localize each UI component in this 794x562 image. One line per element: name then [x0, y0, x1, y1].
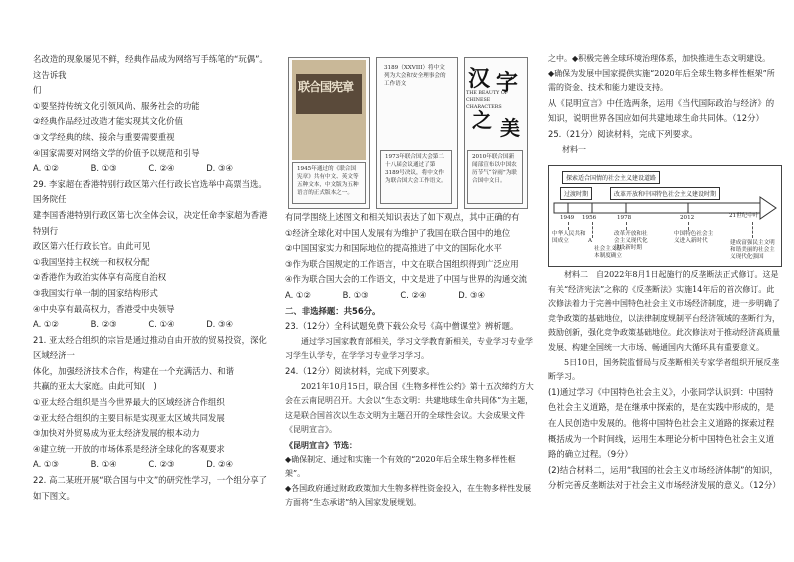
column-right-lower [548, 268, 780, 494]
section-heading: 二、非选择题：共56分。 [285, 305, 381, 316]
option: B. ①③ [342, 289, 369, 300]
text-line: 体化，加强经济技术合作，构建在一个充满活力、和谐 [33, 365, 234, 376]
text-line: ④建立统一开放的市场体系是经济全球化的客观要求 [33, 443, 225, 454]
text-line: ③加快对外贸易成为亚太经济发展的根本动力 [33, 428, 200, 439]
option: D. ③④ [458, 289, 485, 300]
option: B. ①④ [90, 459, 117, 470]
caption-box: 1973年联合国大会第二十八届会议通过了第3189号决议，将中文作为联合国大会工作语文。 [380, 150, 452, 204]
text-line: ②香港作为政治实体享有高度自治权 [33, 272, 167, 283]
timeline-mark: A [588, 238, 593, 244]
timeline-year: 21世纪中叶 [729, 213, 759, 219]
answer-options [285, 288, 485, 304]
text-line: ②亚太经合组织的主要目标是实现亚太区域共同发展 [33, 412, 225, 423]
paragraph: 2021年10月15日，联合国《生物多样性公约》第十五次缔约方大会在云南昆明召开。大会以“生态文明：共建地球生命共同体”为主题，这是联合国首次以生态文明为主题召开的全球性会议。大会成果文件《昆明宣言》。 [285, 381, 534, 435]
question: (1)通过学习《中国特色社会主义》，小张同学认识到：中国特色社会主义道路，是在继承中探索的，是在实践中形成的，是在人民创造中发展的。他将中国特色社会主义道路的探索过程概括成为一个时间线，运用生本理论分析中国特色社会主义道路的确立过程。（9分） [548, 386, 775, 460]
timeline-year: 2012 [680, 215, 695, 221]
answer-options [33, 457, 233, 473]
timeline-year: 1978 [617, 215, 632, 221]
charter-book-image [292, 60, 366, 160]
option: A. ①② [33, 319, 59, 330]
timeline-period-label: 改革开放和中国特色社会主义建设时期 [610, 187, 720, 200]
option: A. ①② [33, 163, 59, 174]
timeline-header: 探索适合国情的社会主义建设道路 [562, 171, 660, 184]
option: C. ②④ [400, 289, 427, 300]
text-line: ②经典作品经过改造才能实现其文化价值 [33, 116, 183, 127]
text-line: ③作为联合国规定的工作语言，中文在联合国组织得到广泛应用 [285, 258, 519, 269]
paragraph: 通过学习国家教育部相关，学习文学教育新相关，专业学习专业学习学生认学专，在学学习专业学习学习。 [285, 336, 533, 361]
text-line: 名改造的现象屡见不鲜，经典作品成为网络写手练笔的“玩偶”。这告诉我 [33, 54, 268, 80]
text-line: ①要坚持传统文化引领风尚、服务社会的功能 [33, 100, 200, 111]
text-line: 建李国香港特别行政区第七次全体会议，决定任命李家超为香港特别行 [33, 209, 268, 236]
option: A. ①③ [33, 459, 59, 470]
poster-char: 之 [472, 108, 492, 132]
answer-options [33, 317, 233, 333]
timeline-note: 中国特色社会主义进入新时代 [674, 231, 714, 244]
option: D. ③④ [206, 163, 233, 174]
caption-box: 2010年联合国新闻部宣布以中国农历节气“谷雨”为联合国中文日。 [467, 150, 523, 204]
column-left [33, 52, 273, 504]
option: D. ③④ [206, 319, 233, 330]
column-right [548, 52, 780, 157]
text-line: ①经济全球化对中国人发展有为维护了我国在联合国中的地位 [285, 227, 511, 238]
text-line: 政区第六任行政长官。由此可见 [33, 241, 151, 252]
text-line: 有同学围绕上述图文和相关知识表达了如下观点，其中正确的有 [285, 212, 520, 222]
text-line: ②中国国家实力和国际地位的提高推进了中文的国际化水平 [285, 243, 502, 254]
text-line: 22. 高二某班开展“联合国与中文”的研究性学习，一个组分享了如下图文。 [33, 475, 268, 501]
material-label: 材料一 [562, 144, 586, 154]
option: A. ①② [285, 289, 311, 300]
timeline-note: 社会主义基本制度确立 [594, 246, 622, 259]
document-image: 3189（XXVIII）将中文列为大会和安全理事会的工作语文 [384, 65, 446, 87]
declaration-item: ◆确保制定、通过和实施一个有效的“2020年后全球生物多样性框架”。 [285, 454, 516, 479]
answer-options [33, 161, 233, 177]
option: D. ②④ [206, 459, 233, 470]
paragraph: 5日10日，国务院监督局与反垄断相关专家学者组织开展反垄断学习。 [548, 357, 780, 382]
text-line: 们 [33, 85, 42, 96]
text-line: 从《昆明宣言》中任选两条，运用《当代国际政治与经济》的知识，说明世界各国应如何共建地球生命共同体。（12分） [548, 97, 775, 124]
option: B. ①③ [90, 163, 117, 174]
text-line: ①亚太经合组织是当今世界最大的区域经济合作组织 [33, 397, 225, 408]
timeline-note: 改革开放和社会主义现代化建设新时期 [614, 231, 648, 251]
paragraph: 材料二 自2022年8月1日起施行的反垄断法正式修订。这是有关“经济宪法”之称的《反垄断法》实施14年后的首次修订。此次修法着力于完善中国特色社会主义市场经济制度，进一步明确了竞争政策的基础地位，以法律制度规制平台经济领域的垄断行为，鼓励创新，强化竞争政策基础地位。此次修法对于推动经济高质量发展、构建全国统一大市场、畅通国内大循环具有重要意义。 [548, 270, 780, 352]
column-middle [285, 210, 535, 511]
text-line: 25.（21分）阅读材料，完成下列要求。 [548, 128, 698, 139]
text-line: ③文学经典的续、接余与重要需要重视 [33, 131, 175, 142]
declaration-item: ◆各国政府通过财政政策加大生物多样性资金投入，在生物多样性发展方面将“生态承诺”纳入国家发展规划。 [285, 483, 532, 508]
text-line: ◆确保为发展中国家提供实施“2020年后全球生物多样性框架”所需的资金、技术和能力建设支持。 [548, 68, 775, 93]
timeline-note: 中华人民共和国成立 [552, 231, 586, 244]
timeline-year: 1949 [560, 215, 575, 221]
option: C. ②④ [148, 163, 175, 174]
text-line: 21. 亚太经合组织的宗旨是通过推动自由开放的贸易投资，深化区域经济一 [33, 334, 267, 361]
poster-char: 字 [496, 70, 519, 96]
text-line: 23.（12分）全科试题免费下载公众号《高中僧课堂》辨析题。 [285, 321, 519, 332]
text-line: ④中央享有最高权力，香港受中央领导 [33, 303, 175, 314]
caption-box: 1945年通过的《联合国宪章》共有中文、英文等五种文本，中文版为五种语言的正式版本之一。 [292, 162, 366, 204]
text-line: 之中。◆积极完善全球环境治理体系，加快推进生态文明建设。 [548, 54, 771, 63]
timeline-period-label: 过渡时期 [560, 187, 592, 200]
text-line: ③我国实行单一制的国家结构形式 [33, 287, 158, 298]
declaration-title: 《昆明宣言》节选： [285, 439, 357, 450]
text-line: ④国家需要对网络文学的价值予以规范和引导 [33, 147, 200, 158]
option: B. ②③ [90, 319, 117, 330]
book-title: 联合国宪章 [298, 80, 354, 94]
option: C. ②③ [148, 459, 175, 470]
text-line: 29. 李家超在香港特别行政区第六任行政长官选举中高票当选。国务院任 [33, 178, 267, 205]
text-line: ①我国坚持主权统一和权权分配 [33, 256, 150, 267]
poster-char: 汉 [468, 66, 491, 92]
timeline-year: 1956 [582, 215, 597, 221]
text-line: 共赢的亚太大家庭。由此可知( ) [33, 381, 157, 392]
question: (2)结合材料二，运用“我国的社会主义市场经济体制”的知识，分析完善反垄断法对于社会主义市场经济发展的意义。（12分） [548, 464, 781, 491]
text-line: 24.（12分）阅读材料，完成下列要求。 [285, 365, 435, 376]
option: C. ①④ [148, 319, 175, 330]
text-line: ④作为联合国大会的工作语文，中文是进了中国与世界的沟通交流 [285, 274, 528, 285]
poster-english: THE BEAUTY OF CHINESE CHARACTERS [466, 91, 509, 110]
timeline-note: 建成富强民主文明和谐美丽的社会主义现代化强国 [730, 240, 775, 260]
poster-char: 美 [500, 116, 520, 140]
